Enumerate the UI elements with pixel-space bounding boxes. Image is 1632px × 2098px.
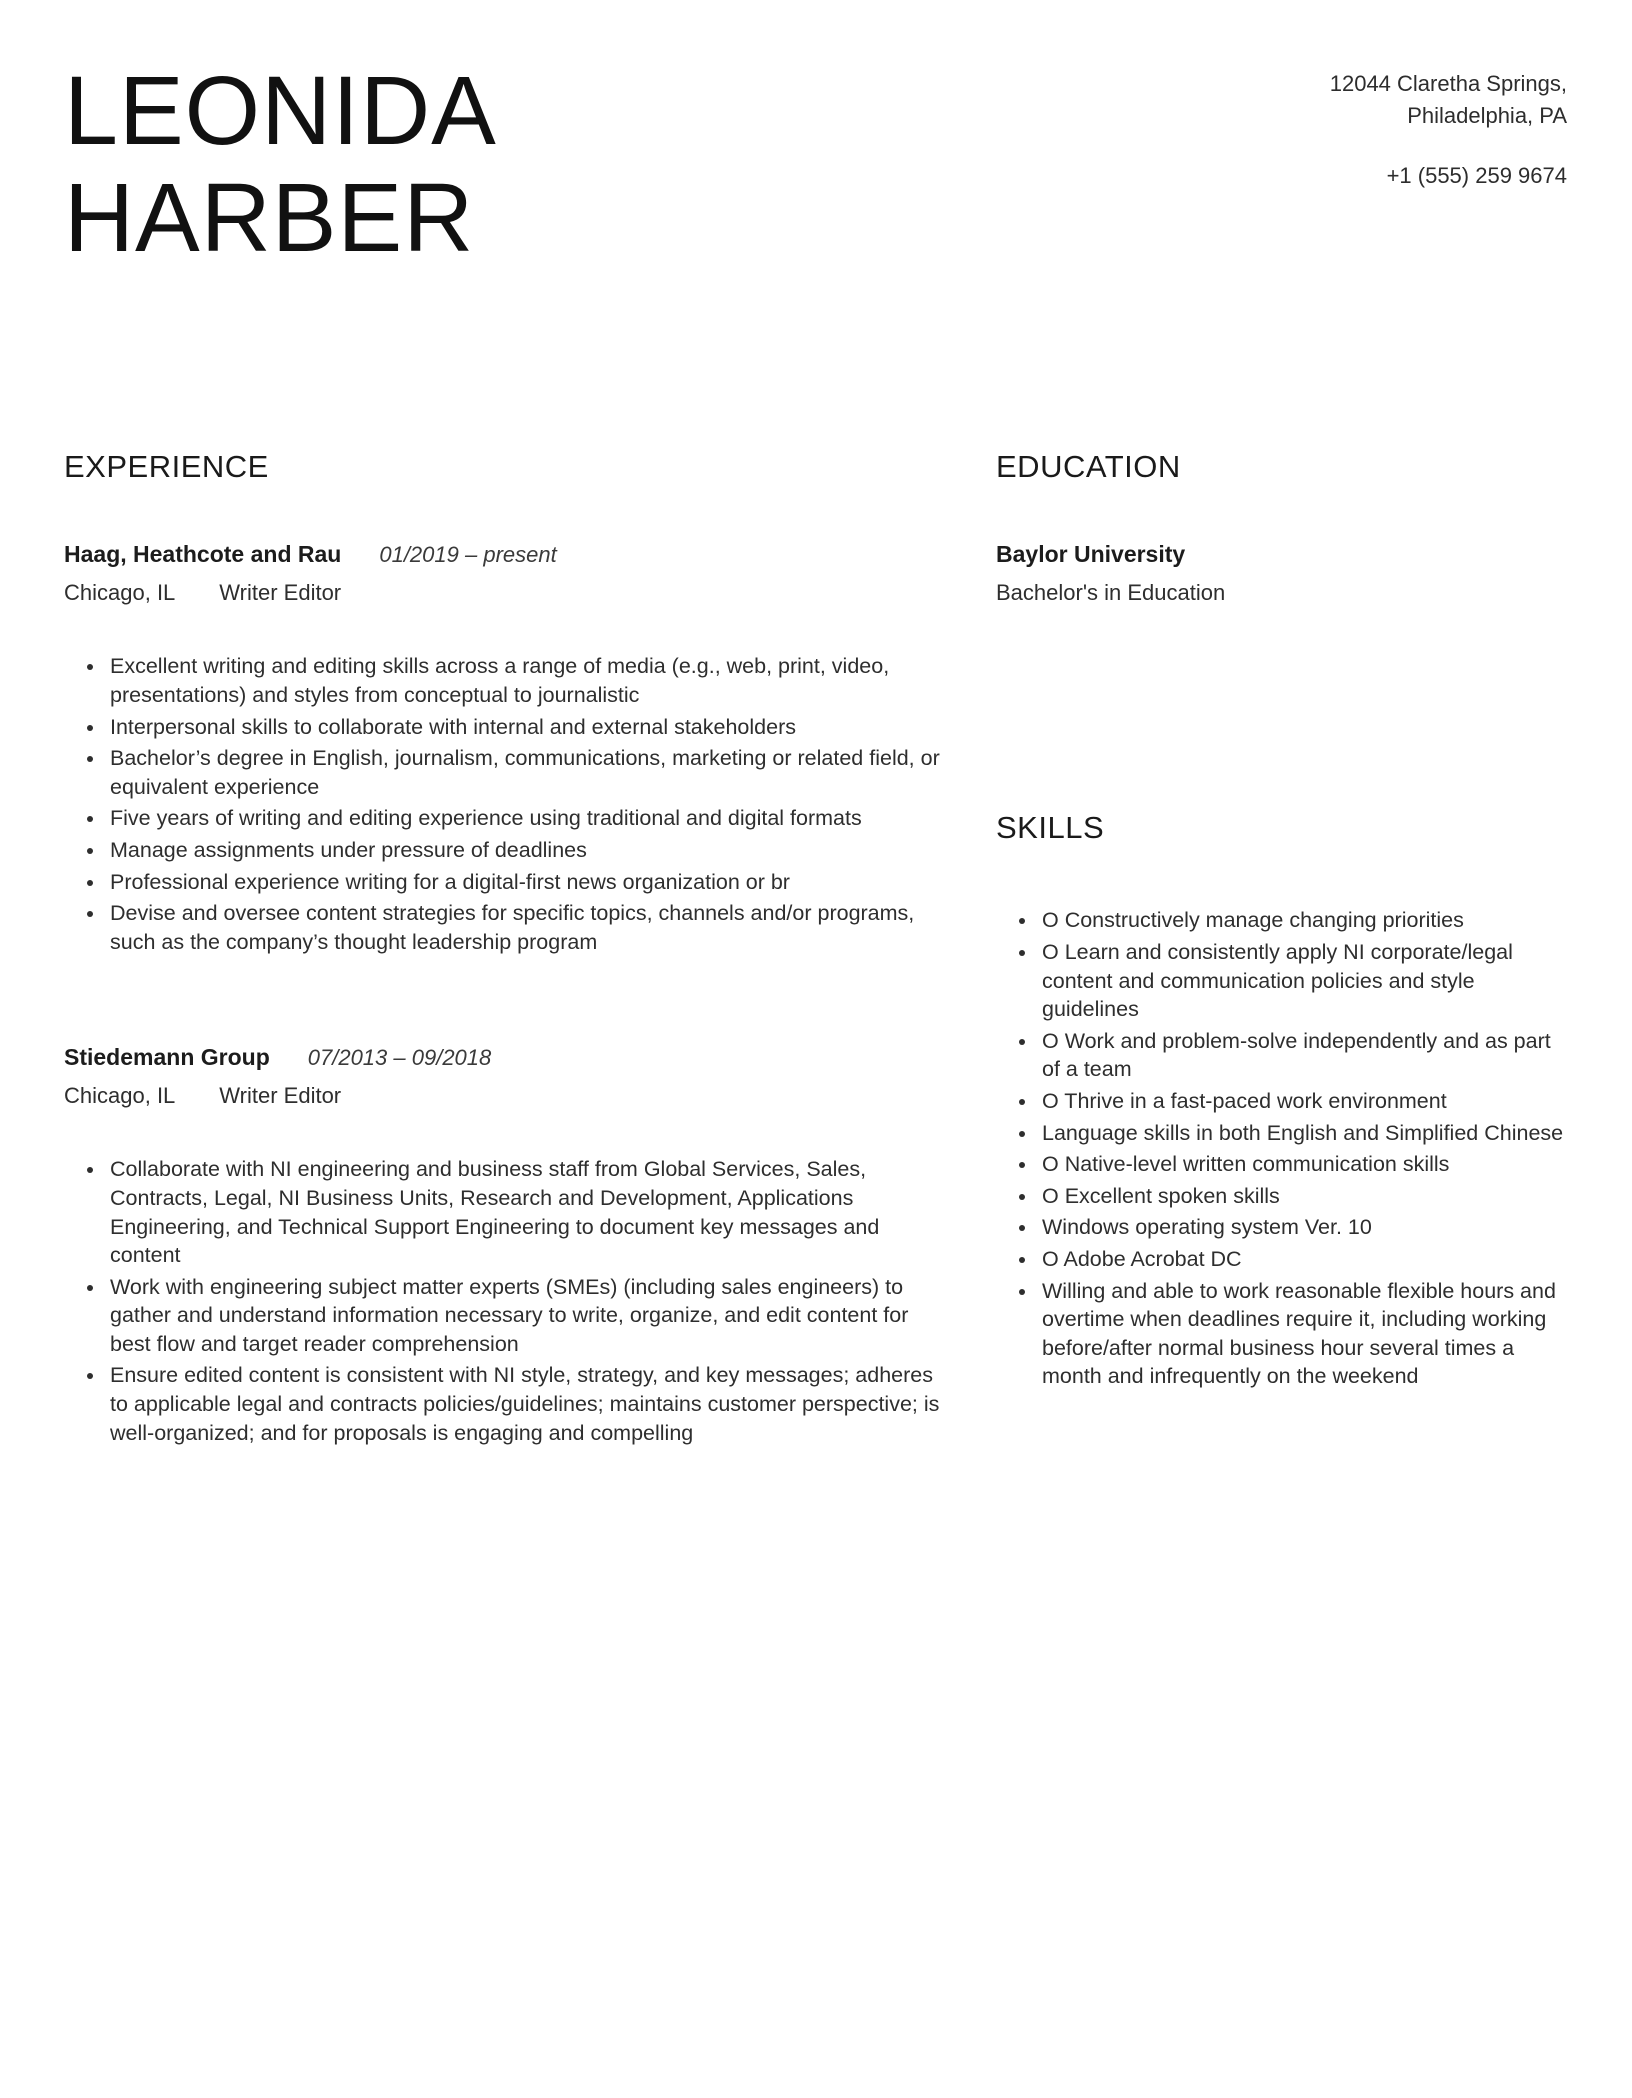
job-bullet-list: [64, 1155, 940, 1447]
job-dates: 01/2019 – present: [379, 542, 557, 568]
job-subheader: [64, 1083, 940, 1109]
name-line-1: LEONIDA: [64, 56, 497, 165]
job-entry-2: [64, 1044, 940, 1447]
bullet-item: • Collaborate with NI engineering and business staff from Global Services, Sales, Contracts, Legal, NI Business Units, Research and Development, Applications Engineering, and Technical Support Engineering to document key messages and content: [106, 1155, 940, 1269]
header: [64, 58, 1567, 271]
education-section: [996, 449, 1567, 606]
bullet-item: • Devise and oversee content strategies for specific topics, channels and/or programs, such as the company’s thought leadership program: [106, 899, 940, 956]
address-line-2: Philadelphia, PA: [1407, 102, 1567, 128]
job-entry-1: [64, 541, 940, 956]
resume-body: [64, 449, 1567, 1450]
phone-number: +1 (555) 259 9674: [1386, 162, 1567, 188]
job-dates: 07/2013 – 09/2018: [307, 1045, 492, 1071]
skill-item: • O Learn and consistently apply NI corporate/legal content and communication policies and style guidelines: [1038, 938, 1567, 1024]
bullet-item: • Bachelor’s degree in English, journalism, communications, marketing or related field, or equivalent experience: [106, 744, 940, 801]
skill-item: • Willing and able to work reasonable flexible hours and overtime when deadlines require it, including working before/after normal business hour several times a month and infrequently on the weekend: [1038, 1277, 1567, 1391]
skill-item: • Language skills in both English and Simplified Chinese: [1038, 1119, 1567, 1148]
degree-name: Bachelor's in Education: [996, 580, 1226, 606]
company-name: Haag, Heathcote and Rau: [64, 541, 342, 568]
bullet-item: • Five years of writing and editing experience using traditional and digital formats: [106, 804, 940, 833]
job-title: Writer Editor: [219, 1083, 342, 1109]
school-name: Baylor University: [996, 541, 1186, 568]
skills-list: [996, 906, 1567, 1391]
skill-item: • O Adobe Acrobat DC: [1038, 1245, 1567, 1274]
skill-item: • O Constructively manage changing priorities: [1038, 906, 1567, 935]
bullet-item: • Work with engineering subject matter experts (SMEs) (including sales engineers) to gather and understand information necessary to write, organize, and edit content for best flow and target reader comprehension: [106, 1273, 940, 1359]
name-line-2: HARBER: [64, 162, 475, 272]
bullet-item: • Ensure edited content is consistent with NI style, strategy, and key messages; adheres to applicable legal and contracts policies/guidelines; maintains customer perspective; is well-organized; and for proposals is engaging and compelling: [106, 1361, 940, 1447]
right-column: [996, 449, 1567, 1450]
candidate-name: [64, 58, 497, 271]
skills-heading: SKILLS: [996, 810, 1105, 846]
experience-heading: EXPERIENCE: [64, 449, 269, 485]
company-name: Stiedemann Group: [64, 1044, 270, 1071]
bullet-item: • Professional experience writing for a digital-first news organization or br: [106, 868, 940, 897]
skill-item: • O Excellent spoken skills: [1038, 1182, 1567, 1211]
bullet-item: • Excellent writing and editing skills across a range of media (e.g., web, print, video, presentations) and styles from conceptual to journalistic: [106, 652, 940, 709]
skill-item: • Windows operating system Ver. 10: [1038, 1213, 1567, 1242]
job-subheader: [64, 580, 940, 606]
skill-item: • O Work and problem-solve independently and as part of a team: [1038, 1027, 1567, 1084]
contact-info: [1330, 68, 1567, 192]
job-header: [64, 541, 940, 568]
bullet-item: • Interpersonal skills to collaborate with internal and external stakeholders: [106, 713, 940, 742]
education-heading: EDUCATION: [996, 449, 1181, 485]
job-title: Writer Editor: [219, 580, 342, 606]
job-bullet-list: [64, 652, 940, 956]
skill-item: • O Native-level written communication skills: [1038, 1150, 1567, 1179]
skill-item: • O Thrive in a fast-paced work environment: [1038, 1087, 1567, 1116]
job-location: Chicago, IL: [64, 580, 176, 606]
job-header: [64, 1044, 940, 1071]
job-location: Chicago, IL: [64, 1083, 176, 1109]
address-line-1: 12044 Claretha Springs,: [1329, 71, 1567, 96]
experience-section: [64, 449, 940, 1450]
skills-section: [996, 810, 1567, 1391]
bullet-item: • Manage assignments under pressure of deadlines: [106, 836, 940, 865]
